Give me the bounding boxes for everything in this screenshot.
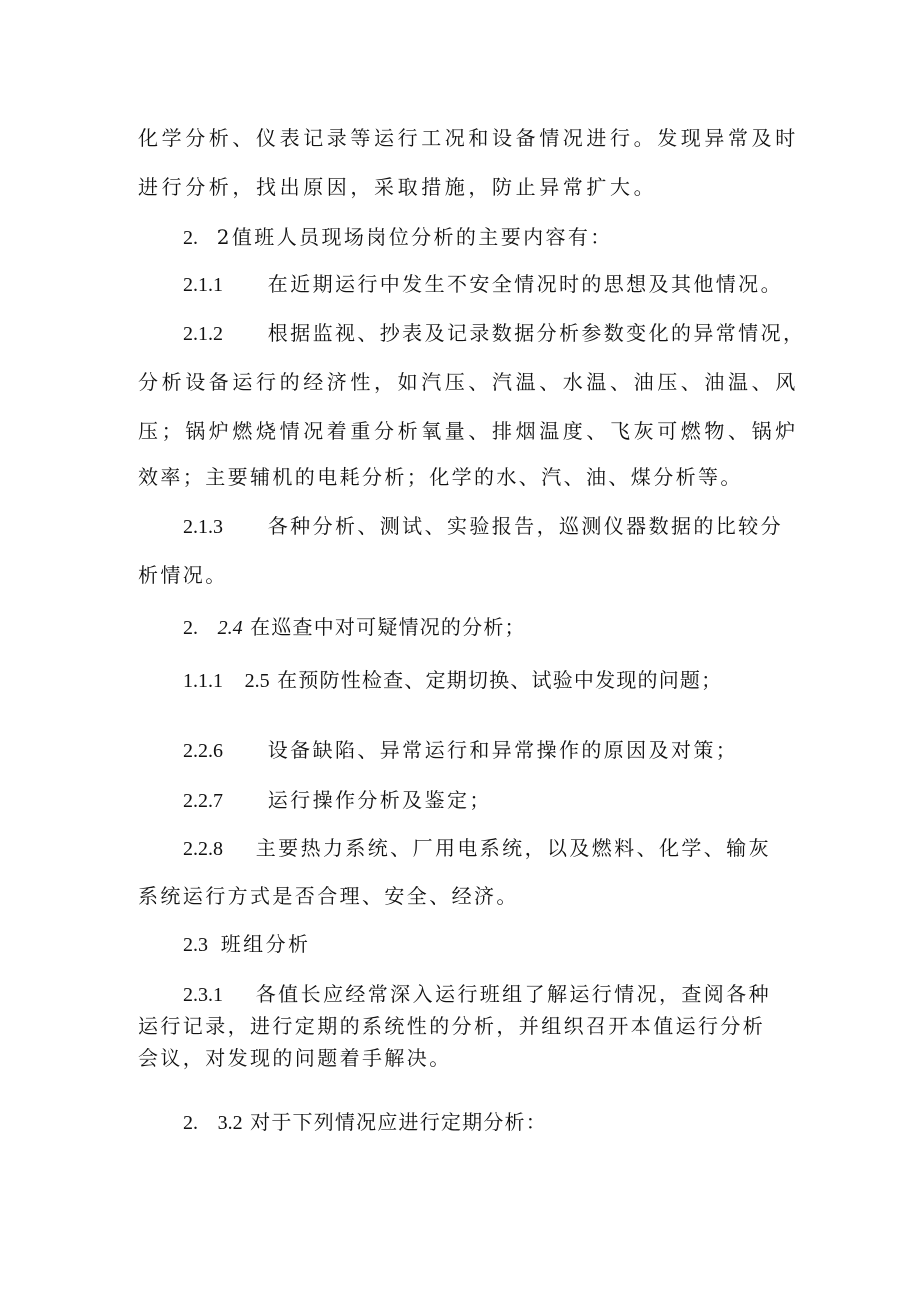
text: 主要热力系统、厂用电系统，以及燃料、化学、输灰 — [255, 836, 771, 860]
section-number: 2. — [183, 1112, 198, 1134]
text: 根据监视、抄表及记录数据分析参数变化的异常情况， — [267, 321, 806, 345]
paragraph-line — [138, 126, 799, 150]
list-item-line — [183, 514, 783, 539]
text: 化学分析、仪表记录等运行工况和设备情况进行。发现异常及时 — [138, 126, 799, 150]
list-item-line — [183, 982, 771, 1007]
text: 2值班人员现场岗位分析的主要内容有： — [216, 225, 613, 249]
sub-number: 2.4 — [217, 617, 243, 639]
paragraph-line — [138, 1046, 452, 1070]
item-number: 2.1.3 — [183, 516, 223, 538]
item-number: 2.3.1 — [183, 984, 223, 1006]
text: 设备缺陷、异常运行和异常操作的原因及对策； — [267, 738, 739, 762]
text: 各种分析、测试、实验报告，巡测仪器数据的比较分 — [267, 514, 783, 538]
sub-number: 2.5 — [244, 670, 270, 692]
text: 在预防性检查、定期切换、试验中发现的问题； — [277, 668, 723, 692]
paragraph-line — [138, 175, 657, 199]
text: 各值长应经常深入运行班组了解运行情况，查阅各种 — [255, 982, 771, 1006]
text: 对于下列情况应进行定期分析： — [250, 1110, 547, 1134]
section-heading — [183, 1110, 547, 1135]
text: 运行操作分析及鉴定； — [267, 788, 492, 812]
item-number: 2.2.7 — [183, 790, 223, 812]
paragraph-line — [138, 1014, 765, 1038]
item-number: 2.2.6 — [183, 740, 223, 762]
list-item-line — [183, 788, 492, 813]
item-number: 2.1.1 — [183, 274, 223, 296]
section-heading — [183, 932, 310, 957]
paragraph-line — [138, 884, 519, 908]
text: 在巡查中对可疑情况的分析； — [250, 615, 526, 639]
section-number: 2.3 — [183, 934, 208, 956]
text: 进行分析，找出原因，采取措施，防止异常扩大。 — [138, 175, 658, 199]
text: 析情况。 — [138, 563, 228, 587]
item-number: 1.1.1 — [183, 670, 223, 692]
paragraph-line — [138, 419, 799, 443]
text: 班组分析 — [220, 932, 311, 956]
list-item-line — [183, 738, 738, 763]
list-item-line — [183, 836, 771, 861]
text: 运行记录，进行定期的系统性的分析，并组织召开本值运行分析 — [138, 1014, 766, 1038]
text: 分析设备运行的经济性，如汽压、汽温、水温、油压、油温、风 — [138, 370, 799, 394]
list-item-line — [183, 272, 783, 297]
text: 压；锅炉燃烧情况着重分析氧量、排烟温度、飞灰可燃物、锅炉 — [138, 419, 799, 443]
text: 会议，对发现的问题着手解决。 — [138, 1046, 452, 1070]
item-number: 2. — [183, 617, 198, 639]
item-number: 2.2.8 — [183, 838, 223, 860]
text: 在近期运行中发生不安全情况时的思想及其他情况。 — [267, 272, 783, 296]
text: 系统运行方式是否合理、安全、经济。 — [138, 884, 519, 908]
section-number: 2. — [183, 227, 198, 249]
item-number: 2.1.2 — [183, 323, 223, 345]
paragraph-line — [138, 465, 743, 489]
list-item-line — [183, 615, 526, 640]
sub-number: 3.2 — [217, 1112, 243, 1134]
list-item-line — [183, 321, 805, 346]
section-heading — [183, 225, 613, 250]
paragraph-line — [138, 370, 799, 394]
list-item-line — [183, 668, 722, 693]
text: 效率；主要辅机的电耗分析；化学的水、汽、油、煤分析等。 — [138, 465, 743, 489]
paragraph-line — [138, 563, 228, 587]
